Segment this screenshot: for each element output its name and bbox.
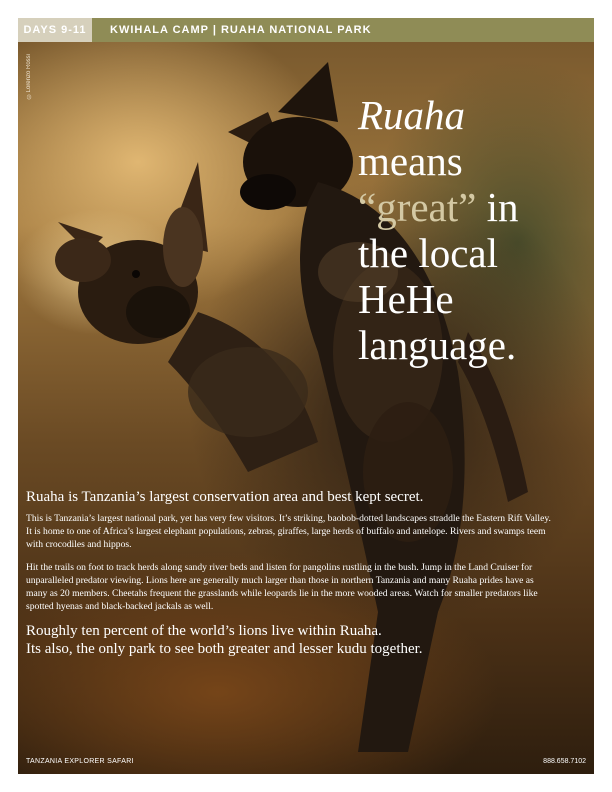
headline-line-6: language. — [358, 322, 517, 368]
paragraph-1: This is Tanzania’s largest national park, yet has very few visitors. It’s striking, baobob-dotted landscapes straddle the Eastern Rift Valley. It is home to one of Africa’s largest elephant populations, zebras, giraffes, large herds of buffalo and antelope. Rivers and swamps teem with crocodiles and hippos. — [26, 513, 551, 551]
article-body — [26, 488, 556, 658]
headline-line-5: HeHe — [358, 276, 454, 322]
lead-sentence: Ruaha is Tanzania’s largest conservation area and best kept secret. — [26, 489, 424, 505]
footer-phone: 888.658.7102 — [543, 758, 586, 765]
headline-line-3 — [358, 184, 588, 230]
photo-credit: ©Lorenzo Rossi — [26, 54, 32, 99]
days-label: DAYS 9-11 — [18, 18, 92, 42]
headline-line-1: Ruaha — [358, 92, 466, 138]
hero-photo — [18, 42, 594, 774]
headline-line-2: means — [358, 138, 463, 184]
closing-line-1: Roughly ten percent of the world’s lions live within Ruaha. — [26, 623, 382, 640]
footer-brand: TANZANIA EXPLORER SAFARI — [26, 758, 134, 765]
headline-line-3-rest: in — [476, 184, 519, 230]
camp-location-label: KWIHALA CAMP | RUAHA NATIONAL PARK — [92, 18, 594, 42]
headline — [358, 92, 588, 368]
headline-accent-word: “great” — [358, 184, 477, 230]
headline-line-4: the local — [358, 230, 499, 276]
closing-line-2: Its also, the only park to see both greater and lesser kudu together. — [26, 641, 423, 658]
section-header — [18, 18, 594, 42]
paragraph-2: Hit the trails on foot to track herds along sandy river beds and listen for pangolins rustling in the bush. Jump in the Land Cruiser for unparalleled predator viewing. Lions here are generally much larger than those in northern Tanzania and many Ruaha prides have as many as 20 members. Cheetahs frequent the grasslands while leopards lie in the more wooded areas. Watch for smaller predators like spotted hyenas and black-backed jackals as well. — [26, 561, 538, 613]
